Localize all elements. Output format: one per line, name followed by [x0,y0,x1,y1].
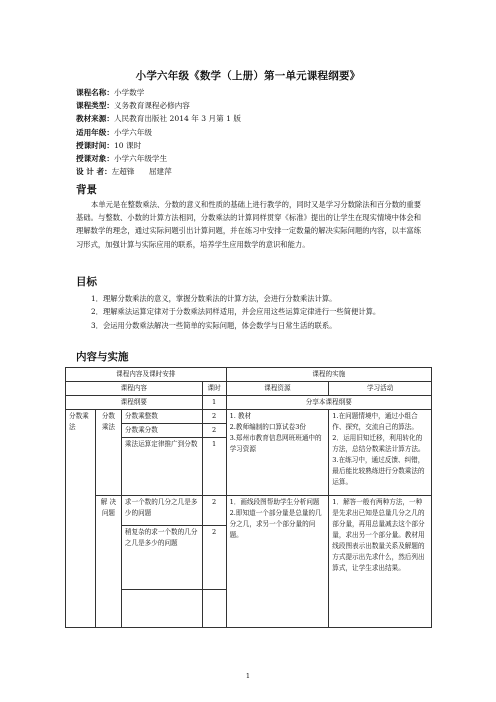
goals-heading: 目标 [76,276,97,288]
table-cell: 1 [202,396,226,410]
meta-value: 小学数学 [113,88,145,97]
page-number: 1 [245,672,251,680]
table-row [66,410,432,424]
meta-row-type [76,99,241,112]
header-cell: 学习活动 [329,382,432,396]
goal-item: 1．理解分数乘法的意义，掌握分数乘法的计算方法，会进行分数乘法计算。 [91,294,337,303]
table-cell [202,590,226,628]
table-header-row [66,368,432,382]
table-cell: 求一个数的几分之几是多少的问题 [121,496,202,526]
table-cell: 2 [202,496,226,526]
meta-value: 义务教育课程必修内容 [113,101,190,111]
meta-value: 10 课时 [113,140,142,150]
meta-label: 授课对象： [76,154,114,164]
table-cell: 1 [202,438,226,496]
table-cell: 课程纲要 [66,396,203,410]
header-cell: 课程内容及课时安排 [66,368,227,382]
meta-value: 人民教育出版社 2014 年 3 月第 1 版 [113,114,241,124]
meta-label: 课程名称： [76,88,114,97]
goal-item: 2．理解乘法运算定律对于分数乘法同样适用，并会应用这些运算定律进行一些简便计算。 [91,307,381,317]
table-cell: 乘法运算定律推广到分数 [121,438,202,496]
table-cell: 分享本课程纲要 [226,396,431,410]
meta-label: 设 计 者： [76,167,112,177]
table-subheader-row [66,382,432,396]
table-cell: 1.在问题情境中，通过小组合作、探究，交流自己的算法。 2．运用旧知迁移，利用转化的方法，总结分数乘法计算方法。 3.在练习中，通过反馈、纠错，最后能比较熟练进行分数乘法的运算。 [329,410,432,496]
course-meta [76,86,241,178]
table-cell: 1．画线段图帮助学生分析问题 2.即知道一个部分量是总量的几分之几，求另一个部分量的问题。 [226,496,329,628]
table-row [66,496,432,526]
meta-row-source [76,112,241,125]
page-title: 小学六年级《数学（上册）第一单元课程纲要》 [135,70,361,82]
table-cell: 解 决问题 [95,496,121,628]
background-text: 本单元是在整数乘法、分数的意义和性质的基础上进行教学的，同时又是学习分数除法和百分数的重要基础。与整数、小数的计算方法相同，分数乘法的计算同样贯穿《标准》提出的让学生在现实情境中体会和理解数学的理念，通过实际问题引出计算问题，并在练习中安排一定数量的解决实际问题的内容，以丰富练习形式，加强计算与实际应用的联系，培养学生应用数学的意识和能力。 [76,200,421,249]
header-cell: 课程资源 [226,382,329,396]
meta-label: 教材来源： [76,114,114,124]
table-cell: 2 [202,410,226,424]
meta-label: 课程类型： [76,101,114,111]
meta-row-grade [76,126,241,139]
meta-value: 左超锋 屈建萍 [111,167,172,177]
table-cell: 2 [202,424,226,438]
table-cell: 稍复杂的求一个数的几分之几是多少的问题 [121,526,202,590]
table-cell: 1．解答一般有两种方法，一种是先求出已知是总量几分之几的部分量，再用总量减去这个部分量，求出另一个部分量。教材用线段图表示出数量关系及解题的方式提示出先求什么，然后列出算式，让学生求出结果。 [329,496,432,628]
table-cell [121,590,202,628]
goal-item: 3．会运用分数乘法解决一些简单的实际问题，体会数学与日常生活的联系。 [91,320,337,330]
goals-list [76,292,421,332]
meta-row-designer [76,165,241,178]
background-heading: 背景 [76,184,97,196]
table-cell: 分数乘整数 [121,410,202,424]
meta-row-time [76,139,241,152]
header-cell: 课程内容 [66,382,203,396]
content-heading: 内容与实施 [76,351,129,363]
table-row [66,396,432,410]
meta-label: 授课时间： [76,140,114,150]
course-table [65,367,432,628]
header-cell: 课时 [202,382,226,396]
meta-value: 小学六年级 [113,127,152,137]
meta-value: 小学六年级学生 [113,154,168,164]
table-cell: 分数乘法 [66,410,96,628]
meta-label: 适用年级： [76,127,114,137]
meta-row-audience [76,152,241,165]
meta-row-name [76,86,241,99]
table-cell: 2 [202,526,226,590]
table-cell: 分数乘法 [95,410,121,496]
header-cell: 课程的实施 [226,368,431,382]
table-cell: 1. 教材 2.教师编制的口算试卷3份 3.郑州市教育信息网班班通中的学习资源 [226,410,329,496]
table-cell: 分数乘分数 [121,424,202,438]
